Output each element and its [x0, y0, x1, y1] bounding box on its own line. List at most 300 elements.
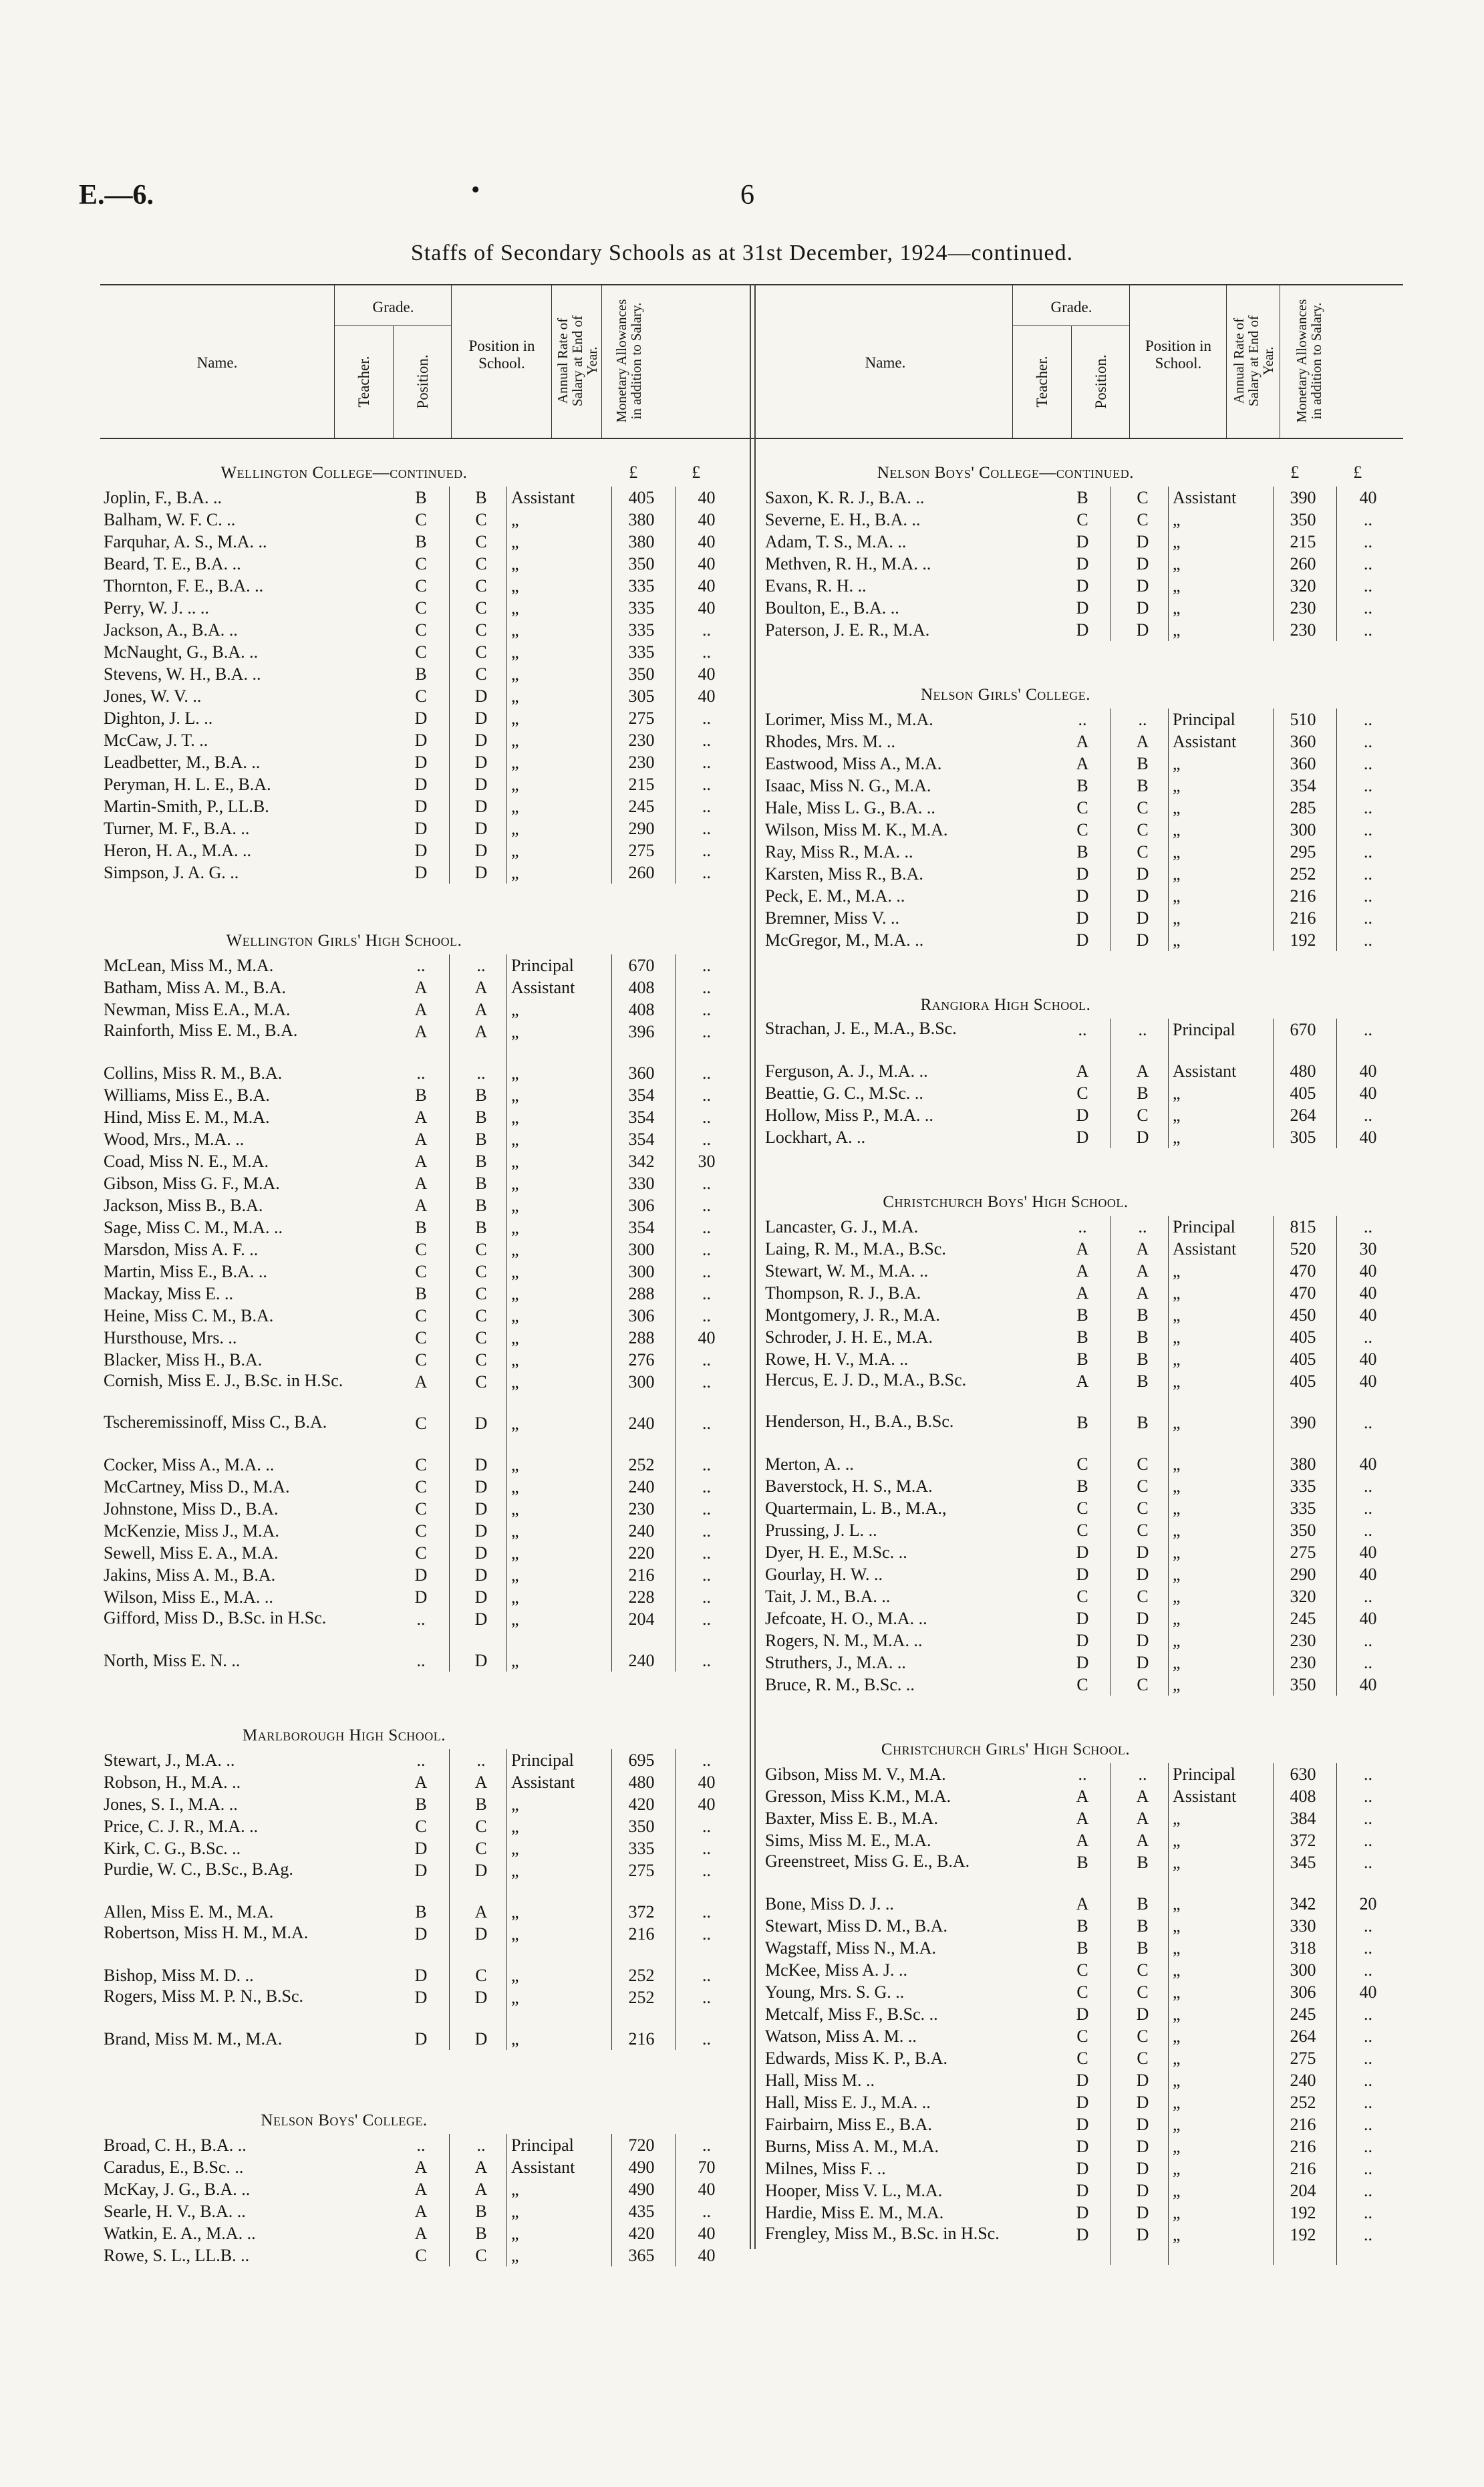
school-position: Assistant: [511, 978, 575, 997]
staff-name: Martin-Smith, P., LL.B.: [104, 797, 269, 816]
teacher-grade: A: [414, 1022, 428, 1041]
position-grade: B: [1137, 1938, 1149, 1958]
school-position: „: [1173, 2071, 1181, 2090]
position-grade: D: [1136, 532, 1149, 551]
staff-name: McKay, J. G., B.A. ..: [104, 2180, 251, 2199]
table-row: [762, 841, 1406, 863]
allowance-value: 40: [698, 664, 716, 684]
staff-name: Allen, Miss E. M., M.A.: [104, 1902, 274, 1922]
allowance-value: 40: [698, 554, 716, 573]
monetary-header: Monetary Allowances in addition to Salary.: [1293, 299, 1324, 423]
salary-value: 260: [1290, 554, 1316, 573]
teacher-grade: B: [1076, 488, 1088, 507]
salary-value: 228: [628, 1587, 655, 1607]
right-table-header: [758, 284, 1403, 438]
allowance-value: ..: [1364, 864, 1372, 884]
school-position: „: [1173, 864, 1181, 884]
allowance-value: 40: [1359, 1675, 1377, 1694]
name-header-cell: [100, 284, 334, 438]
school-position: „: [511, 1328, 519, 1347]
table-row: [762, 1216, 1406, 1238]
allowance-value: 40: [1359, 1128, 1377, 1147]
teacher-grade: C: [415, 1328, 427, 1347]
salary-value: 408: [1290, 1787, 1316, 1806]
salary-value: 320: [1290, 576, 1316, 596]
salary-value: 360: [1290, 732, 1316, 751]
allowance-value: ..: [702, 841, 711, 860]
salary-value: 435: [628, 2202, 655, 2221]
salary-value: 360: [1290, 754, 1316, 773]
school-position: „: [1173, 1916, 1181, 1936]
position-grade: A: [474, 1022, 488, 1041]
table-row: [100, 1520, 745, 1542]
position-grade: C: [1137, 510, 1149, 529]
table-row: [100, 1476, 745, 1498]
teacher-grade: C: [1076, 798, 1088, 817]
school-position: „: [1173, 908, 1181, 928]
table-row: [100, 1084, 745, 1106]
school-position: Principal: [511, 1750, 574, 1770]
allowance-value: ..: [1364, 2115, 1372, 2134]
school-position: „: [511, 642, 519, 662]
staff-name: Metcalf, Miss F., B.Sc. ..: [765, 2004, 938, 2024]
school-position: „: [511, 554, 519, 573]
salary-value: 230: [1290, 620, 1316, 640]
table-row: [762, 1807, 1406, 1829]
teacher-grade: D: [414, 797, 428, 816]
teacher-grade: D: [414, 1966, 428, 1985]
staff-name: Martin, Miss E., B.A. ..: [104, 1262, 267, 1281]
staff-name: Hind, Miss E. M., M.A.: [104, 1107, 270, 1127]
allowance-value: 40: [698, 686, 716, 706]
salary-value: 245: [628, 797, 655, 816]
page-reference: E.—6.: [79, 180, 154, 211]
position-grade: D: [474, 1499, 488, 1519]
position-grade: D: [474, 1477, 488, 1496]
staff-name: McGregor, M., M.A. ..: [765, 930, 924, 950]
allowance-value: ..: [702, 642, 711, 662]
table-row: [762, 1541, 1406, 1563]
salary-value: 420: [628, 2224, 655, 2243]
school-position: „: [1173, 2026, 1181, 2046]
staff-name: Robson, H., M.A. ..: [104, 1773, 241, 1792]
teacher-grade: D: [1076, 1543, 1089, 1562]
allowance-value: 40: [1359, 1371, 1377, 1391]
salary-value: 252: [1290, 864, 1316, 884]
allowance-value: 40: [698, 532, 716, 551]
teacher-grade: C: [1076, 1083, 1088, 1103]
teacher-grade: A: [1076, 1239, 1089, 1259]
salary-value: 405: [1290, 1083, 1316, 1103]
position-grade: B: [1137, 754, 1149, 773]
salary-value: 220: [628, 1543, 655, 1563]
position-grade: B: [475, 1107, 487, 1127]
salary-value: 345: [1290, 1853, 1316, 1872]
table-row: [762, 1851, 1406, 1893]
allowance-value: ..: [1364, 2026, 1372, 2046]
section-heading: [762, 456, 1406, 487]
school-position-header-cell: [451, 284, 552, 438]
teacher-grade: D: [1076, 908, 1089, 928]
salary-value: 305: [628, 686, 655, 706]
staff-name: Saxon, K. R. J., B.A. ..: [765, 488, 925, 507]
position-grade: C: [475, 2246, 487, 2265]
table-row: [100, 1349, 745, 1371]
table-row: [762, 1238, 1406, 1260]
salary-value: 350: [1290, 1521, 1316, 1540]
salary-value: 470: [1290, 1283, 1316, 1303]
table-row: [762, 753, 1406, 775]
staff-name: McLean, Miss M., M.A.: [104, 956, 274, 975]
allowance-value: ..: [702, 1022, 711, 1041]
salary-value: 670: [1290, 1020, 1316, 1039]
position-grade: ..: [476, 1063, 486, 1083]
allowance-value: 40: [698, 598, 716, 618]
staff-name: Burns, Miss A. M., M.A.: [765, 2137, 939, 2156]
school-position: Assistant: [1173, 488, 1237, 507]
school-section: [100, 924, 745, 1672]
allowance-value: ..: [1364, 710, 1372, 729]
position-grade: B: [475, 488, 487, 507]
teacher-grade: D: [1076, 1565, 1089, 1584]
table-row: [762, 1607, 1406, 1629]
staff-name: Strachan, J. E., M.A., B.Sc.: [765, 1019, 957, 1038]
school-section: [762, 678, 1406, 951]
position-grade: D: [1136, 1128, 1149, 1147]
grade-header: Grade.: [372, 299, 414, 315]
position-grade: C: [475, 1284, 487, 1303]
salary-value: 240: [1290, 2071, 1316, 2090]
table-row: [100, 1498, 745, 1520]
teacher-grade: C: [415, 1543, 427, 1563]
table-row: [762, 885, 1406, 907]
salary-value: 330: [1290, 1916, 1316, 1936]
allowance-value: ..: [702, 1262, 711, 1281]
teacher-grade: A: [1076, 1261, 1089, 1281]
school-position: „: [511, 1284, 519, 1303]
staff-name: Cocker, Miss A., M.A. ..: [104, 1455, 275, 1474]
school-position: „: [1173, 798, 1181, 817]
salary-value: 318: [1290, 1938, 1316, 1958]
salary-value: 630: [1290, 1764, 1316, 1784]
salary-value: 275: [1290, 1543, 1316, 1562]
teacher-grade: C: [415, 2246, 427, 2265]
allowance-value: ..: [702, 1174, 711, 1193]
allowance-value: 40: [1359, 1565, 1377, 1584]
school-position: „: [1173, 598, 1181, 618]
table-row: [100, 862, 745, 884]
allowance-value: ..: [702, 1000, 711, 1019]
position-grade: ..: [1138, 1217, 1147, 1236]
salary-value: 240: [628, 1477, 655, 1496]
allowance-value: 40: [1359, 488, 1377, 507]
school-position: Principal: [1173, 1020, 1235, 1039]
staff-name: Thompson, R. J., B.A.: [765, 1283, 921, 1303]
teacher-grade: C: [415, 554, 427, 573]
allowance-value: ..: [1364, 1960, 1372, 1980]
salary-value: 275: [628, 841, 655, 860]
position-grade: C: [475, 1240, 487, 1259]
table-row: [762, 1959, 1406, 1981]
salary-value: 408: [628, 978, 655, 997]
staff-name: McCaw, J. T. ..: [104, 731, 208, 750]
table-row: [100, 1986, 745, 2028]
position-grade: D: [474, 819, 488, 838]
school-position: „: [1173, 1587, 1181, 1606]
staff-name: Johnstone, Miss D., B.A.: [104, 1499, 279, 1519]
teacher-grade: ..: [1078, 1217, 1087, 1236]
school-position-header-cell-right: [1129, 284, 1227, 438]
position-grade: ..: [476, 2135, 486, 2155]
allowance-value: ..: [1364, 1853, 1372, 1872]
school-position: „: [511, 1063, 519, 1083]
position-grade: ..: [1138, 1764, 1147, 1784]
table-row: [762, 487, 1406, 509]
school-position: „: [1173, 1305, 1181, 1325]
staff-name: Sims, Miss M. E., M.A.: [765, 1831, 931, 1850]
table-row: [762, 2069, 1406, 2091]
teacher-grade: D: [414, 1861, 428, 1880]
teacher-grade: D: [1076, 886, 1089, 906]
table-row: [762, 2003, 1406, 2025]
allowance-value: ..: [702, 1839, 711, 1858]
salary-value: 192: [1290, 930, 1316, 950]
table-row: [100, 575, 745, 597]
teacher-grade: C: [1076, 1587, 1088, 1606]
school-position: „: [511, 1130, 519, 1149]
teacher-grade: B: [415, 1795, 427, 1814]
table-row: [762, 597, 1406, 619]
section-title: Nelson Boys' College.: [261, 2111, 428, 2129]
salary-value: 342: [1290, 1894, 1316, 1914]
teacher-grade: A: [1076, 1894, 1089, 1914]
table-row: [100, 2244, 745, 2266]
teacher-grade: D: [1076, 576, 1089, 596]
position-grade: D: [1136, 930, 1149, 950]
teacher-grade: ..: [416, 1651, 426, 1670]
salary-value: 306: [1290, 1982, 1316, 2002]
allowance-value: ..: [702, 1414, 711, 1433]
position-grade: ..: [476, 1750, 486, 1770]
printer-dot: •: [471, 176, 480, 204]
staff-name: Struthers, J., M.A. ..: [765, 1653, 906, 1672]
staff-name: Rhodes, Mrs. M. ..: [765, 732, 896, 751]
table-row: [100, 1771, 745, 1793]
position-grade: B: [1137, 1083, 1149, 1103]
allowance-value: 40: [1359, 1283, 1377, 1303]
allowance-value: 40: [1359, 1454, 1377, 1474]
school-position: Assistant: [511, 2157, 575, 2177]
position-grade: D: [1136, 2071, 1149, 2090]
position-grade: D: [474, 1587, 488, 1607]
position-grade: C: [1137, 1105, 1149, 1125]
school-position: „: [1173, 1521, 1181, 1540]
allowance-value: 40: [698, 2224, 716, 2243]
allowance-value: ..: [1364, 930, 1372, 950]
salary-value: 335: [628, 576, 655, 596]
teacher-grade: D: [1076, 1609, 1089, 1628]
teacher-grade: A: [414, 978, 428, 997]
table-row: [100, 2156, 745, 2178]
table-row: [100, 1923, 745, 1964]
teacher-grade: C: [1076, 1960, 1088, 1980]
allowance-value: ..: [1364, 798, 1372, 817]
teacher-grade: A: [414, 1130, 428, 1149]
staff-name: Balham, W. F. C. ..: [104, 510, 236, 529]
position-grade: C: [475, 1817, 487, 1836]
staff-name: Peck, E. M., M.A. ..: [765, 886, 905, 906]
allowance-value: ..: [702, 620, 711, 640]
position-grade: D: [474, 1565, 488, 1585]
allowance-value: ..: [1364, 732, 1372, 751]
table-row: [100, 1150, 745, 1172]
allowance-value: ..: [1364, 1217, 1372, 1236]
school-position: „: [511, 1152, 519, 1171]
allowance-value: 40: [1359, 1261, 1377, 1281]
table-row: [762, 775, 1406, 797]
table-row: [762, 1326, 1406, 1348]
teacher-grade: A: [1076, 732, 1089, 751]
salary-value: 335: [1290, 1476, 1316, 1496]
staff-name: Rowe, S. L., LL.B. ..: [104, 2246, 250, 2265]
table-row: [100, 2178, 745, 2200]
school-section: [762, 988, 1406, 1148]
school-position: „: [1173, 1349, 1181, 1369]
position-grade: B: [1137, 1916, 1149, 1936]
position-grade: D: [474, 1543, 488, 1563]
school-position: „: [1173, 2181, 1181, 2200]
school-position: „: [1173, 554, 1181, 573]
section-heading: [100, 924, 745, 954]
school-position: „: [1173, 1476, 1181, 1496]
table-row: [100, 1305, 745, 1327]
allowance-value: ..: [1364, 598, 1372, 618]
position-grade: B: [475, 2224, 487, 2243]
teacher-grade: C: [1076, 2026, 1088, 2046]
school-position: „: [1173, 1261, 1181, 1281]
teacher-grade: A: [414, 1000, 428, 1019]
school-position: „: [511, 1543, 519, 1563]
allowance-value: ..: [702, 1284, 711, 1303]
section-title: Wellington College—continued.: [220, 464, 468, 482]
school-position: „: [511, 1372, 519, 1392]
school-section: [100, 1718, 745, 2050]
position-grade: D: [474, 841, 488, 860]
table-row: [762, 509, 1406, 531]
staff-name: McCartney, Miss D., M.A.: [104, 1477, 290, 1496]
allowance-value: ..: [1364, 1105, 1372, 1125]
position-grade: D: [1136, 1565, 1149, 1584]
teacher-grade: ..: [416, 1063, 426, 1083]
staff-table: [762, 1216, 1406, 1696]
position-grade: C: [475, 642, 487, 662]
school-position: „: [511, 797, 519, 816]
table-row: [762, 1082, 1406, 1104]
position-grade: D: [1136, 576, 1149, 596]
school-position: „: [511, 576, 519, 596]
school-position: „: [511, 2202, 519, 2221]
position-grade: C: [1137, 1521, 1149, 1540]
grade-header-cell-right: [1012, 284, 1130, 438]
position-grade: D: [1136, 2093, 1149, 2112]
section-title: Christchurch Girls' High School.: [881, 1740, 1131, 1758]
table-row: [100, 1901, 745, 1923]
teacher-grade: B: [1076, 842, 1088, 862]
allowance-unit: £: [692, 463, 701, 482]
section-title: Rangiora High School.: [920, 996, 1091, 1014]
teacher-grade: B: [1076, 776, 1088, 795]
staff-name: Newman, Miss E.A., M.A.: [104, 1000, 291, 1019]
salary-value: 252: [628, 1988, 655, 2007]
teacher-grade: D: [414, 753, 428, 772]
school-position: „: [511, 1609, 519, 1629]
table-row: [100, 751, 745, 773]
table-row: [100, 817, 745, 839]
section-heading: [100, 1718, 745, 1749]
staff-name: Hercus, E. J. D., M.A., B.Sc.: [765, 1370, 967, 1390]
salary-header-cell-right: [1226, 284, 1280, 438]
teacher-grade: D: [1076, 554, 1089, 573]
staff-name: Jones, W. V. ..: [104, 686, 202, 706]
allowance-value: ..: [702, 753, 711, 772]
position-grade: D: [1136, 2137, 1149, 2156]
staff-name: Williams, Miss E., B.A.: [104, 1085, 270, 1105]
allowance-value: ..: [702, 1196, 711, 1215]
position-grade: A: [474, 1000, 488, 1019]
staff-name: Merton, A. ..: [765, 1454, 854, 1474]
table-row: [100, 1564, 745, 1586]
salary-value: 216: [628, 1924, 655, 1944]
staff-name: Jakins, Miss A. M., B.A.: [104, 1565, 276, 1585]
position-grade: A: [474, 2180, 488, 2199]
staff-name: Gibson, Miss M. V., M.A.: [765, 1764, 946, 1784]
allowance-value: ..: [702, 1543, 711, 1563]
teacher-grade: B: [1076, 1349, 1088, 1369]
salary-value: 285: [1290, 798, 1316, 817]
school-position: „: [1173, 842, 1181, 862]
position-grade: B: [475, 1085, 487, 1105]
school-section: [762, 1185, 1406, 1696]
position-grade: D: [474, 1455, 488, 1474]
teacher-grade: D: [414, 731, 428, 750]
staff-name: Evans, R. H. ..: [765, 576, 867, 596]
allowance-value: ..: [1364, 2225, 1372, 2244]
teacher-grade: D: [414, 1988, 428, 2007]
teacher-grade: D: [414, 2029, 428, 2049]
salary-value: 230: [628, 731, 655, 750]
staff-name: Gourlay, H. W. ..: [765, 1565, 883, 1584]
table-row: [762, 1453, 1406, 1475]
school-position: „: [1173, 1631, 1181, 1650]
staff-name: McNaught, G., B.A. ..: [104, 642, 259, 662]
teacher-grade: D: [1076, 598, 1089, 618]
allowance-value: ..: [1364, 1809, 1372, 1828]
table-row: [100, 1964, 745, 1986]
salary-value: 215: [628, 775, 655, 794]
teacher-grade: C: [415, 1240, 427, 1259]
position-header: Position.: [1092, 354, 1109, 409]
staff-name: Baverstock, H. S., M.A.: [765, 1476, 933, 1496]
staff-table: [762, 708, 1406, 951]
school-position: „: [1173, 1105, 1181, 1125]
staff-name: Greenstreet, Miss G. E., B.A.: [765, 1851, 970, 1871]
allowance-value: ..: [1364, 554, 1372, 573]
teacher-grade: D: [1076, 1128, 1089, 1147]
salary-value: 390: [1290, 1413, 1316, 1432]
allowance-value: ..: [1364, 1413, 1372, 1432]
table-row: [100, 795, 745, 817]
school-position: „: [1173, 1327, 1181, 1347]
